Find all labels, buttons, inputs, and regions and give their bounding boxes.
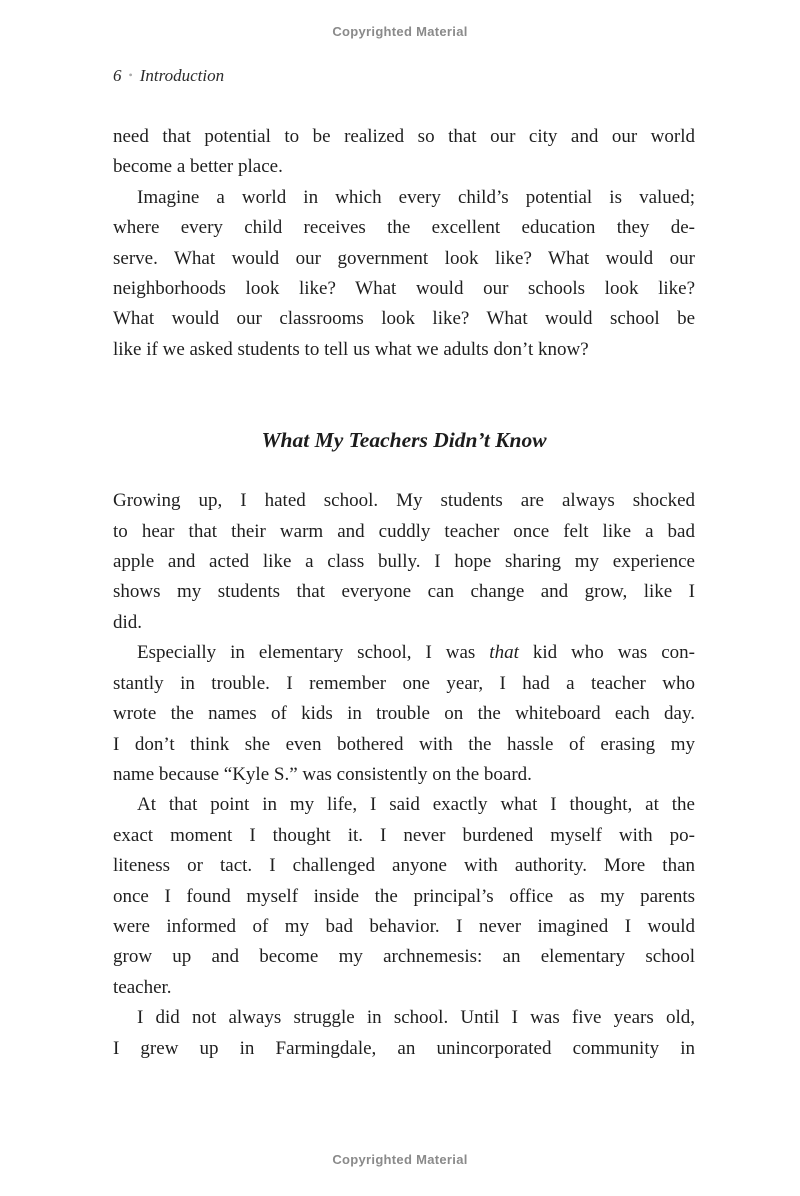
section-title: Introduction: [139, 66, 225, 85]
text-line: exact moment I thought it. I never burdened myself with po-: [113, 824, 695, 846]
text-line: Growing up, I hated school. My students are always shocked: [113, 490, 695, 512]
text-line: like if we asked students to tell us what we adults don’t know?: [113, 338, 589, 360]
body-text: [113, 122, 695, 1064]
separator-dot-icon: •: [128, 68, 133, 82]
text-line: once I found myself inside the principal’s office as my parents: [113, 885, 695, 907]
paragraph: [113, 486, 695, 638]
text-line: apple and acted like a class bully. I hope sharing my experience: [113, 551, 695, 573]
paragraph: [113, 183, 695, 365]
text-line: Imagine a world in which every child’s potential is valued;: [137, 186, 695, 208]
text-line: liteness or tact. I challenged anyone with authority. More than: [113, 855, 695, 877]
text-line: did.: [113, 611, 143, 633]
text-line: to hear that their warm and cuddly teacher once felt like a bad: [113, 520, 695, 542]
text-line: At that point in my life, I said exactly what I thought, at the: [137, 794, 695, 816]
text-line: I don’t think she even bothered with the hassle of erasing my: [113, 733, 695, 755]
text-line: where every child receives the excellent education they de-: [113, 217, 695, 239]
text-line: need that potential to be realized so that our city and our world: [113, 126, 695, 147]
text-line: neighborhoods look like? What would our schools look like?: [113, 278, 695, 300]
text-line: shows my students that everyone can change and grow, like I: [113, 581, 695, 603]
copyright-watermark-bottom: Copyrighted Material: [332, 1152, 468, 1167]
text-line: grow up and become my archnemesis: an elementary school: [113, 946, 695, 968]
text-line: wrote the names of kids in trouble on the whiteboard each day.: [113, 703, 695, 725]
text-line: stantly in trouble. I remember one year, I had a teacher who: [113, 672, 695, 694]
text-line: I did not always struggle in school. Until I was five years old,: [137, 1007, 695, 1029]
text-line: teacher.: [113, 976, 172, 998]
text-line: name because “Kyle S.” was consistently on the board.: [113, 763, 532, 785]
text-line: were informed of my bad behavior. I never imagined I would: [113, 915, 695, 937]
section-heading: What My Teachers Didn’t Know: [261, 428, 547, 453]
text-line: What would our classrooms look like? What would school be: [113, 308, 695, 330]
paragraph: [113, 638, 695, 790]
paragraph: [113, 122, 695, 183]
paragraph: [113, 790, 695, 1003]
text-line: Especially in elementary school, I was that kid who was con-: [137, 642, 695, 664]
running-head: [113, 66, 224, 86]
copyright-watermark-top: Copyrighted Material: [332, 24, 468, 39]
text-line: I grew up in Farmingdale, an unincorporated community in: [113, 1037, 695, 1059]
text-line: serve. What would our government look like? What would our: [113, 247, 695, 269]
text-line: become a better place.: [113, 156, 283, 178]
page-number: 6: [113, 66, 122, 85]
paragraph: [113, 1003, 695, 1064]
